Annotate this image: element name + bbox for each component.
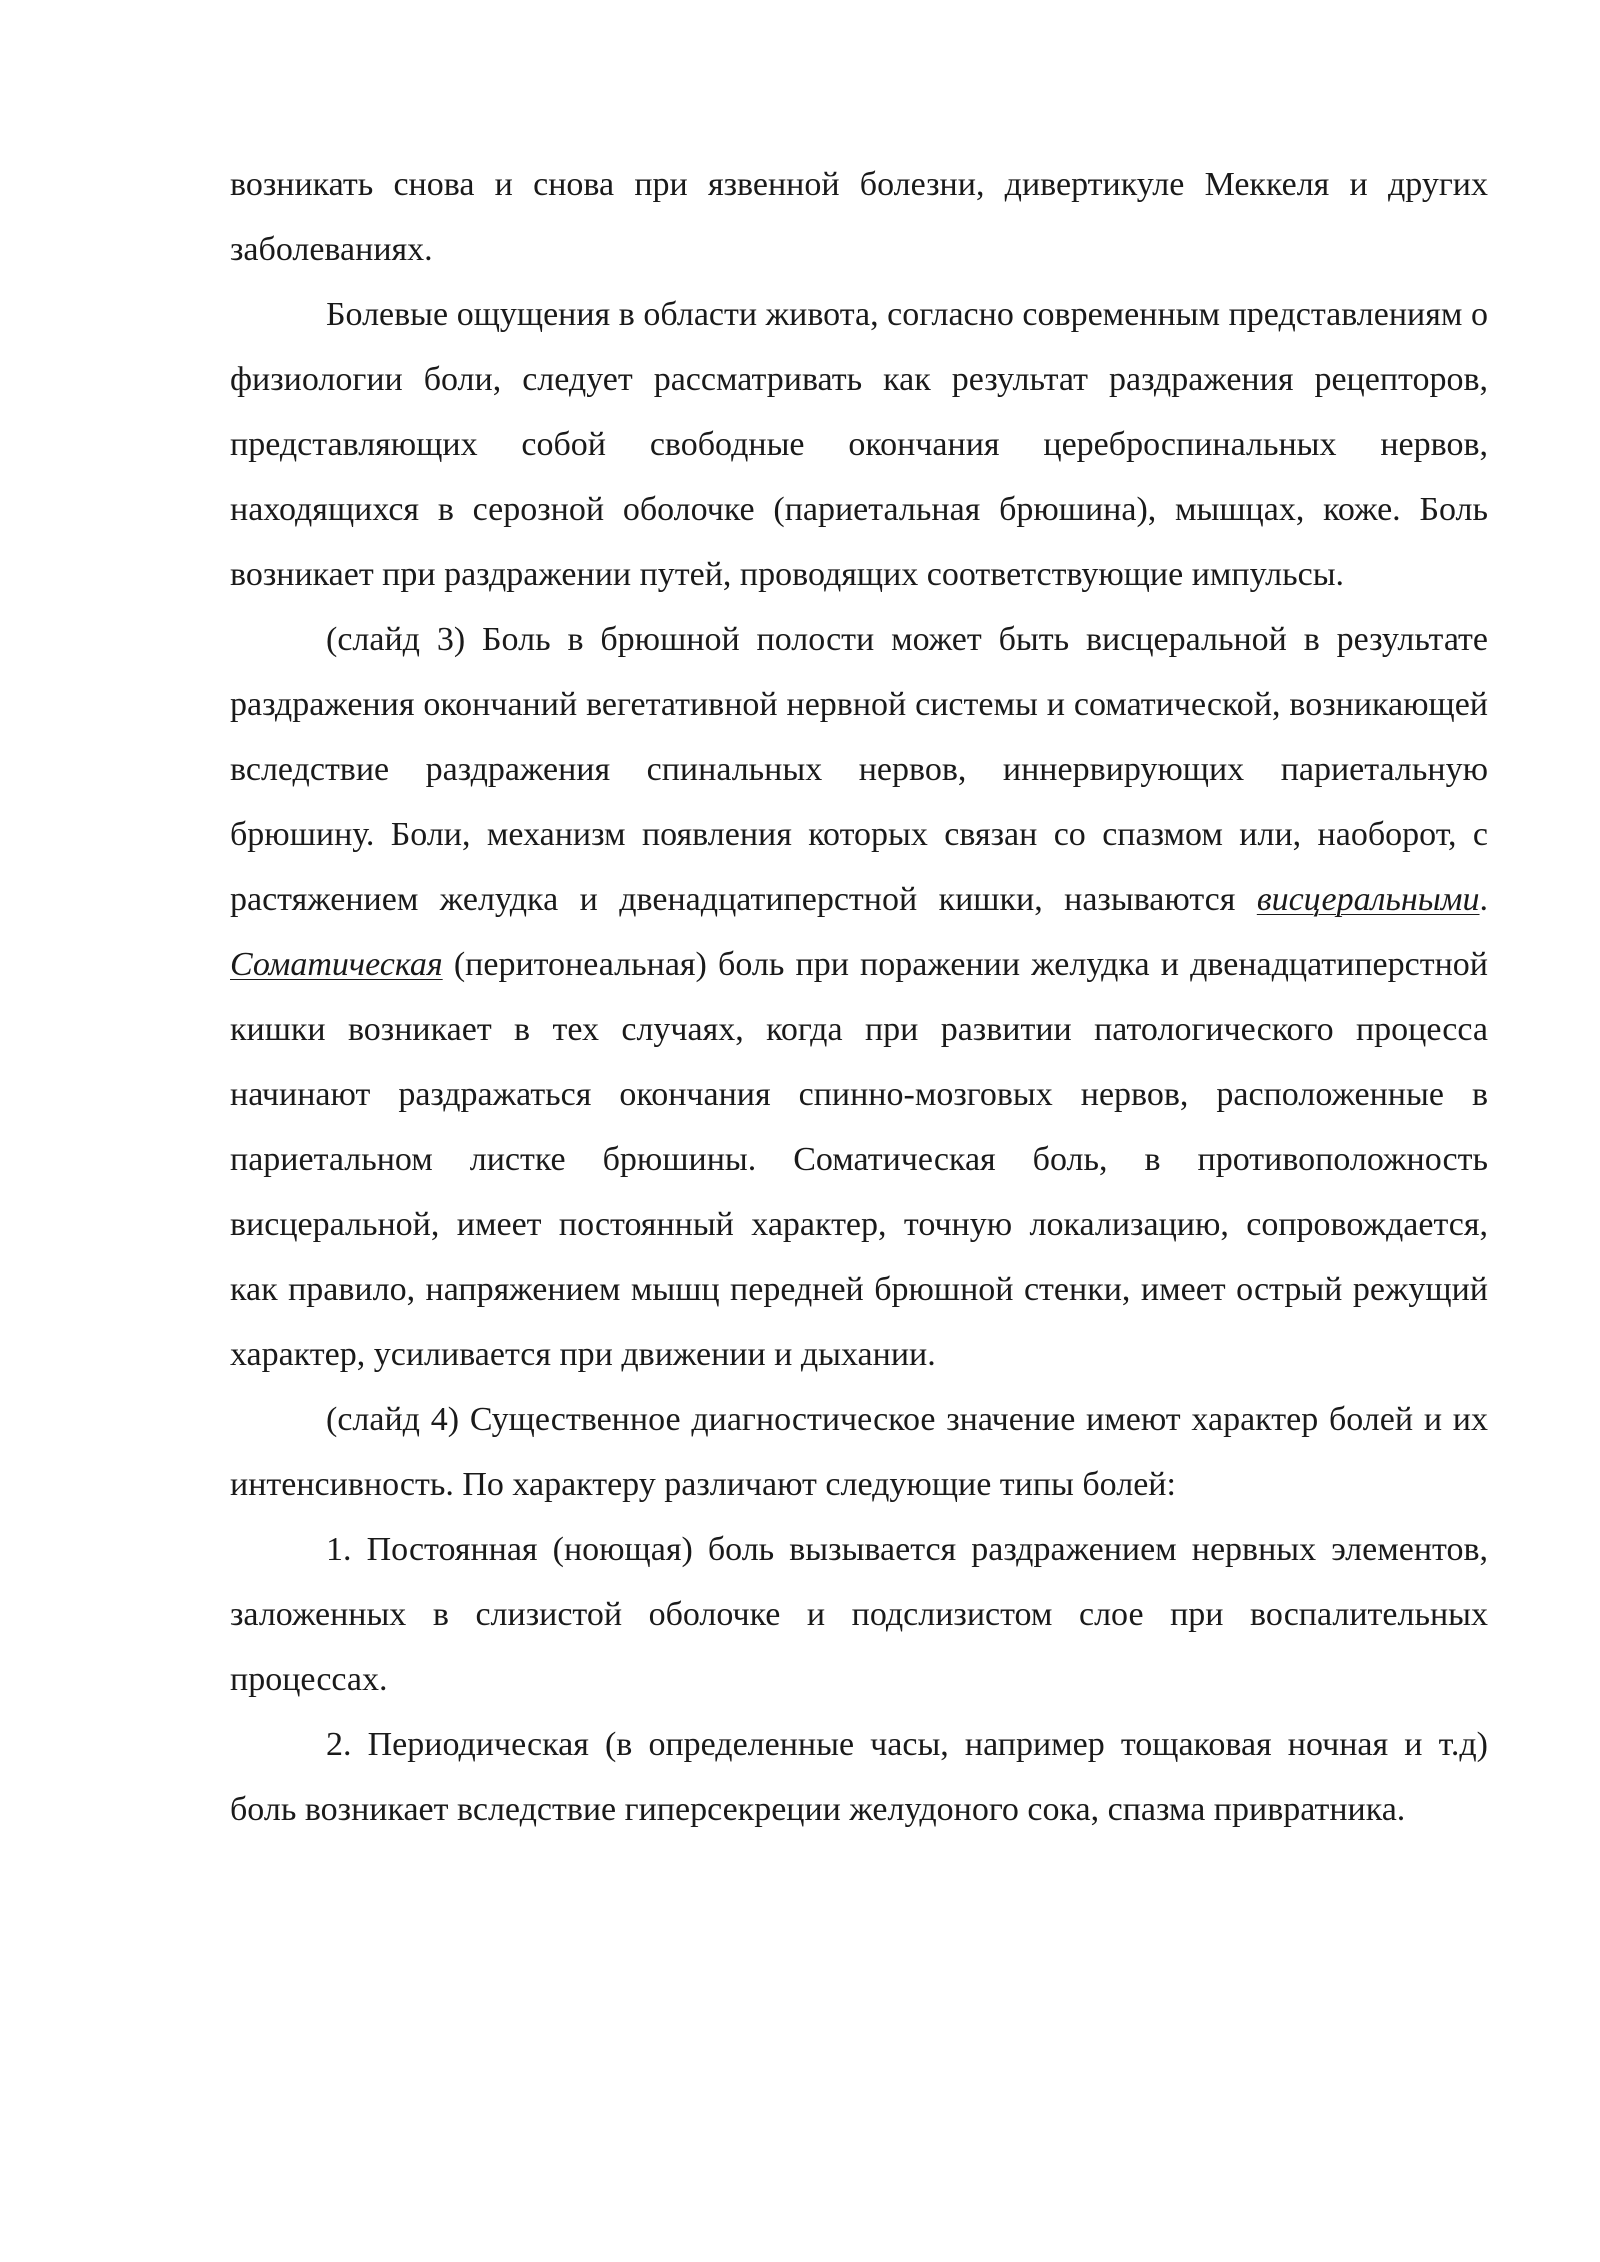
document-body: [230, 152, 1488, 1842]
paragraph-slide-3-part-2: .: [1479, 881, 1488, 918]
paragraph-continuation: возникать снова и снова при язвенной болезни, дивертикуле Меккеля и других заболеваниях.: [230, 166, 1488, 268]
paragraph-slide-3-part-3: (перитонеальная) боль при поражении желудка и двенадцатиперстной кишки возникает в тех случаях, когда при развитии патологического процесса начинают раздражаться окончания спинно-мозговых нервов, расположенные в париетальном листке брюшины. Соматическая боль, в противоположность висцеральной, имеет постоянный характер, точную локализацию, сопровождается, как правило, напряжением мышц передней брюшной стенки, имеет острый режущий характер, усиливается при движении и дыхании.: [230, 946, 1488, 1373]
paragraph-slide-3-part-1: (слайд 3) Боль в брюшной полости может быть висцеральной в результате раздражения окончаний вегетативной нервной системы и соматической, возникающей вследствие раздражения спинальных нервов, иннервирующих париетальную брюшину. Боли, механизм появления которых связан со спазмом или, наоборот, с растяжением желудка и двенадцатиперстной кишки, называются: [230, 621, 1488, 918]
list-item-constant-pain: 1. Постоянная (ноющая) боль вызывается раздражением нервных элементов, заложенных в слизистой оболочке и подслизистом слое при воспалительных процессах.: [230, 1531, 1488, 1698]
paragraph-slide-4: (слайд 4) Существенное диагностическое значение имеют характер болей и их интенсивность. По характеру различают следующие типы болей:: [230, 1401, 1488, 1503]
paragraph-slide-3: [230, 607, 1488, 1387]
list-item-periodic-pain: 2. Периодическая (в определенные часы, например тощаковая ночная и т.д) боль возникает вследствие гиперсекреции желудоного сока, спазма привратника.: [230, 1726, 1488, 1828]
paragraph-pain-sensations: Болевые ощущения в области живота, согласно современным представлениям о физиологии боли, следует рассматривать как результат раздражения рецепторов, представляющих собой свободные окончания цереброспинальных нервов, находящихся в серозной оболочке (париетальная брюшина), мышцах, коже. Боль возникает при раздражении путей, проводящих соответствующие импульсы.: [230, 296, 1488, 593]
term-visceral: висцеральными: [1256, 881, 1480, 918]
term-somatic: Соматическая: [230, 946, 443, 983]
